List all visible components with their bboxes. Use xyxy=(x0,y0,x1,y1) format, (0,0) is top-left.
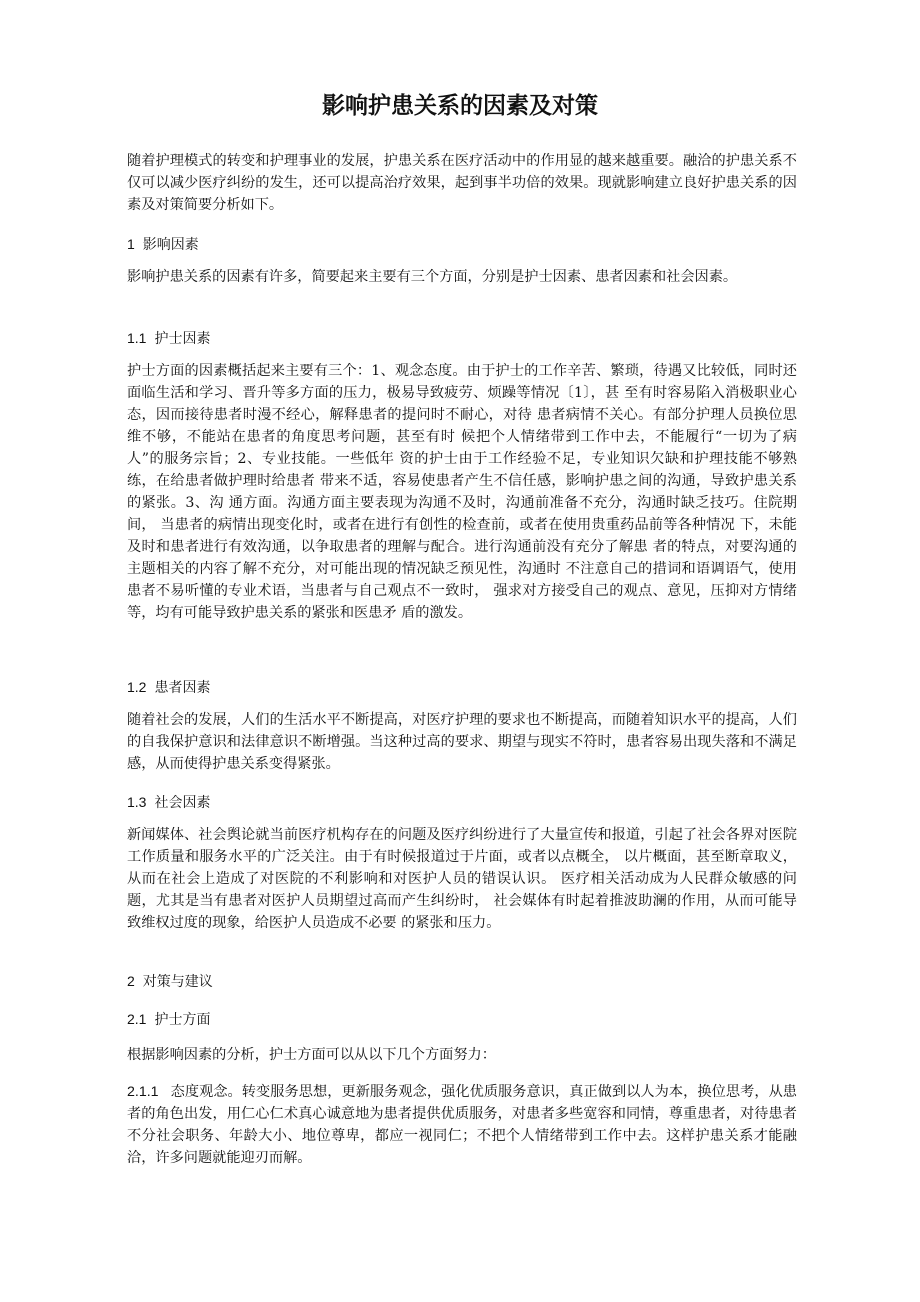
section-number: 2.1 xyxy=(127,1011,147,1027)
section-title: 护士因素 xyxy=(154,331,211,347)
document-title: 影响护患关系的因素及对策 xyxy=(322,92,598,119)
intro-paragraph: 随着护理模式的转变和护理事业的发展，护患关系在医疗活动中的作用显的越来越重要。融洽的护患关系不仅可以减少医疗纠纷的发生，还可以提高治疗效果，起到事半功倍的效果。现就影响建立良好护患关系的因素及对策简要分析如下。 xyxy=(127,153,797,213)
section-heading-1-1 xyxy=(127,327,210,350)
section-number: 2 xyxy=(127,973,135,989)
section-title: 社会因素 xyxy=(154,795,211,811)
section-1-1-paragraph: 护士方面的因素概括起来主要有三个：1、观念态度。由于护士的工作辛苦、繁琐，待遇又比较低，同时还面临生活和学习、晋升等多方面的压力，极易导致疲劳、烦躁等情况〔1〕，甚 至有时容易陷入消极职业心态，因而接待患者时漫不经心，解释患者的提问时不耐心，对待 患者病情不关心。有部分护理人员换位思维不够，不能站在患者的角度思考问题，甚至有时 候把个人情绪带到工作中去，不能履行“一切为了病人”的服务宗旨；2、专业技能。一些低年 资的护士由于工作经验不足，专业知识欠缺和护理技能不够熟练，在给患者做护理时给患者 带来不适，容易使患者产生不信任感，影响护患之间的沟通，导致护患关系的紧张。3、沟 通方面。沟通方面主要表现为沟通不及时，沟通前准备不充分，沟通时缺乏技巧。住院期间， 当患者的病情出现变化时，或者在进行有创性的检查前，或者在使用贵重药品前等各种情况 下，未能及时和患者进行有效沟通，以争取患者的理解与配合。进行沟通前没有充分了解患 者的特点，对要沟通的主题相关的内容了解不充分，对可能出现的情况缺乏预见性，沟通时 不注意自己的措词和语调语气，使用患者不易听懂的专业术语，当患者与自己观点不一致时， 强求对方接受自己的观点、意见，压抑对方情绪等，均有可能导致护患关系的紧张和医患矛 盾的激发。 xyxy=(127,363,797,621)
section-number: 1 xyxy=(127,236,135,252)
section-1-paragraph: 影响护患关系的因素有许多，简要起来主要有三个方面，分别是护士因素、患者因素和社会因素。 xyxy=(127,269,738,285)
section-number: 1.2 xyxy=(127,679,147,695)
section-title: 影响因素 xyxy=(142,237,199,253)
section-1-2-paragraph: 随着社会的发展，人们的生活水平不断提高，对医疗护理的要求也不断提高，而随着知识水平的提高，人们的自我保护意识和法律意识不断增强。当这种过高的要求、期望与现实不符时，患者容易出现失落和不满足感，从而使得护患关系变得紧张。 xyxy=(127,712,797,772)
section-number: 1.1 xyxy=(127,330,147,346)
section-heading-2 xyxy=(127,970,213,993)
section-2-1-paragraph: 根据影响因素的分析，护士方面可以从以下几个方面努力： xyxy=(127,1047,496,1063)
section-2-1-1-paragraph xyxy=(127,1081,797,1169)
section-title: 护士方面 xyxy=(154,1012,211,1028)
subsection-number: 2.1.1 xyxy=(127,1084,159,1100)
subsection-body: 态度观念。转变服务思想，更新服务观念，强化优质服务意识，真正做到以人为本，换位思考，从患者的角色出发，用仁心仁术真心诚意地为患者提供优质服务，对患者多些宽容和同情，尊重患者，对待患者不分社会职务、年龄大小、地位尊卑，都应一视同仁；不把个人情绪带到工作中去。这样护患关系才能融洽，许多问题就能迎刃而解。 xyxy=(127,1084,797,1166)
section-title: 患者因素 xyxy=(154,680,211,696)
section-heading-1 xyxy=(127,233,199,256)
section-heading-1-3 xyxy=(127,791,210,814)
section-title: 对策与建议 xyxy=(142,974,213,990)
section-heading-1-2 xyxy=(127,676,210,699)
section-heading-2-1 xyxy=(127,1008,210,1031)
section-number: 1.3 xyxy=(127,794,147,810)
section-1-3-paragraph: 新闻媒体、社会舆论就当前医疗机构存在的问题及医疗纠纷进行了大量宣传和报道，引起了社会各界对医院工作质量和服务水平的广泛关注。由于有时候报道过于片面，或者以点概全， 以片概面，甚至断章取义，从而在社会上造成了对医院的不利影响和对医护人员的错误认识。 医疗相关活动成为人民群众敏感的问题，尤其是当有患者对医护人员期望过高而产生纠纷时， 社会媒体有时起着推波助澜的作用，从而可能导致维权过度的现象，给医护人员造成不必要 的紧张和压力。 xyxy=(127,827,797,931)
